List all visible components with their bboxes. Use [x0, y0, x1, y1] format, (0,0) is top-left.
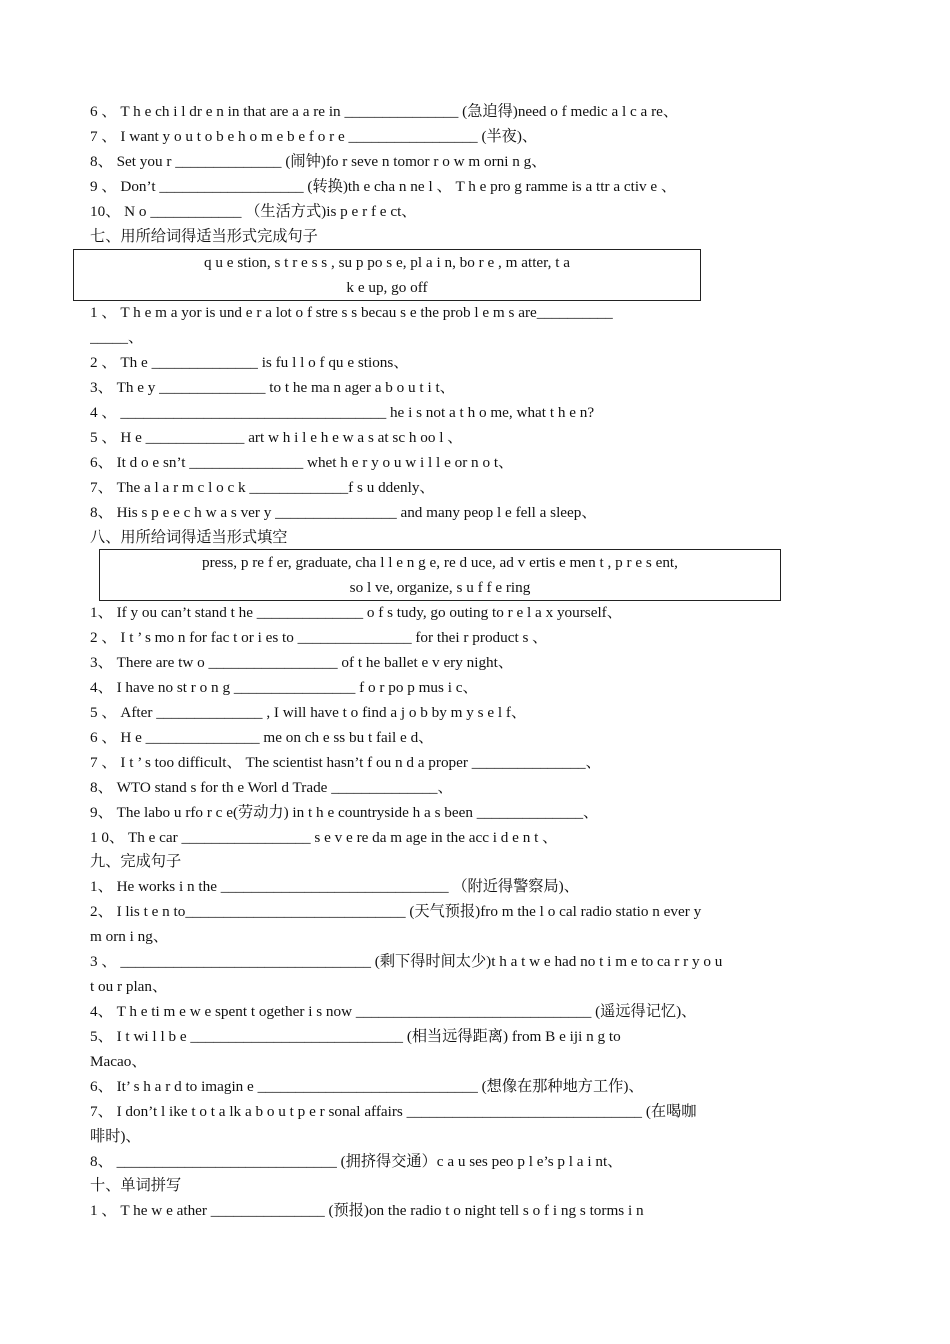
word-bank-box-7 — [73, 249, 701, 301]
sentence-item: 5 、 H e _____________ art w h i l e h e w a s at sc h oo l 、 — [90, 429, 463, 446]
section-9-heading: 九、完成句子 — [90, 853, 182, 870]
fill-item: 1 0、 Th e car _________________ s e v e re da m age in the acc i d e n t 、 — [90, 829, 558, 846]
complete-sentence-item: Macao、 — [90, 1053, 147, 1070]
complete-sentence-item: 8、 _____________________________ (拥挤得交通）c a u ses peo p l e’s p l a i nt、 — [90, 1153, 623, 1170]
fill-blank-item-6: 6 、 T h e ch i l dr e n in that are a a re in _______________ (急迫得)need o f medic a l c a re、 — [90, 103, 679, 120]
complete-sentence-item: 5、 I t wi l l b e ____________________________ (相当远得距离) from B e iji n g to — [90, 1028, 621, 1045]
section-7-heading: 七、用所给词得适当形式完成句子 — [90, 228, 318, 245]
fill-item: 9、 The labo u rfo r c e(劳动力) in t h e countryside h a s been ______________、 — [90, 804, 599, 821]
fill-blank-item-8: 8、 Set you r ______________ (闹钟)fo r seve n tomor r o w m orni n g、 — [90, 153, 547, 170]
sentence-item: 4 、 ___________________________________ he i s not a t h o me, what t h e n? — [90, 404, 595, 421]
spelling-item: 1 、 T he w e ather _______________ (预报)on the radio t o night tell s o f i ng s torms i n — [90, 1202, 644, 1219]
sentence-item: _____、 — [90, 329, 144, 346]
sentence-item: 2 、 Th e ______________ is fu l l o f qu e stions、 — [90, 354, 409, 371]
fill-item: 4、 I have no st r o n g ________________ f o r po p mus i c、 — [90, 679, 478, 696]
word-bank-line: so l ve, organize, s u f f e ring — [349, 579, 531, 596]
complete-sentence-item: 1、 He works i n the ______________________________ （附近得警察局)、 — [90, 878, 579, 895]
fill-item: 7 、 I t ’ s too difficult、 The scientist hasn’t f ou n d a proper _______________、 — [90, 754, 601, 771]
complete-sentence-item: 2、 I lis t e n to_____________________________ (天气预报)fro m the l o cal radio statio n ever y — [90, 903, 702, 920]
fill-blank-item-9: 9 、 Don’t ___________________ (转换)th e cha n ne l 、 T h e pro g ramme is a ttr a ctiv e 、 — [90, 178, 677, 195]
fill-item: 8、 WTO stand s for th e Worl d Trade ______________、 — [90, 779, 453, 796]
section-8-heading: 八、用所给词得适当形式填空 — [90, 529, 288, 546]
sentence-item: 6、 It d o e sn’t _______________ whet h e r y o u w i l l e or n o t、 — [90, 454, 514, 471]
complete-sentence-item: 啡时)、 — [90, 1128, 141, 1145]
complete-sentence-item: m orn i ng、 — [90, 928, 169, 945]
fill-blank-item-10: 10、 N o ____________ （生活方式)is p e r f e ct、 — [90, 203, 417, 220]
sentence-item: 3、 Th e y ______________ to t he ma n ager a b o u t i t、 — [90, 379, 455, 396]
complete-sentence-item: 3 、 _________________________________ (剩下得时间太少)t h a t w e had no t i m e to ca r r y o u — [90, 953, 723, 970]
complete-sentence-item: 4、 T h e ti m e w e spent t ogether i s now _______________________________ (遥远得记忆)、 — [90, 1003, 697, 1020]
complete-sentence-item: 7、 I don’t l ike t o t a lk a b o u t p e r sonal affairs _______________________________ (在喝咖 — [90, 1103, 697, 1120]
fill-item: 6 、 H e _______________ me on ch e ss bu t fail e d、 — [90, 729, 434, 746]
complete-sentence-item: 6、 It’ s h a r d to imagin e _____________________________ (想像在那种地方工作)、 — [90, 1078, 644, 1095]
word-bank-line: k e up, go off — [346, 279, 428, 296]
fill-blank-item-7: 7 、 I want y o u t o b e h o m e b e f o r e _________________ (半夜)、 — [90, 128, 538, 145]
sentence-item: 8、 His s p e e c h w a s ver y ________________ and many peop l e fell a sleep、 — [90, 504, 597, 521]
fill-item: 3、 There are tw o _________________ of t he ballet e v ery night、 — [90, 654, 514, 671]
sentence-item: 1 、 T h e m a yor is und e r a lot o f stre s s becau s e the prob l e m s are__________ — [90, 304, 613, 321]
complete-sentence-item: t ou r plan、 — [90, 978, 168, 995]
fill-item: 1、 If y ou can’t stand t he ______________ o f s tudy, go outing to r e l a x yourself、 — [90, 604, 622, 621]
section-10-heading: 十、单词拼写 — [90, 1177, 182, 1194]
fill-item: 2 、 I t ’ s mo n for fac t or i es to _______________ for thei r product s 、 — [90, 629, 548, 646]
word-bank-line: q u e stion, s t r e s s , su p po s e, pl a i n, bo r e , m atter, t a — [204, 254, 570, 271]
fill-item: 5 、 After ______________ , I will have t o find a j o b by m y s e l f、 — [90, 704, 527, 721]
sentence-item: 7、 The a l a r m c l o c k _____________f s u ddenly、 — [90, 479, 435, 496]
word-bank-line: press, p re f er, graduate, cha l l e n g e, re d uce, ad v ertis e men t , p r e s ent, — [202, 554, 678, 571]
word-bank-box-8 — [99, 549, 781, 601]
